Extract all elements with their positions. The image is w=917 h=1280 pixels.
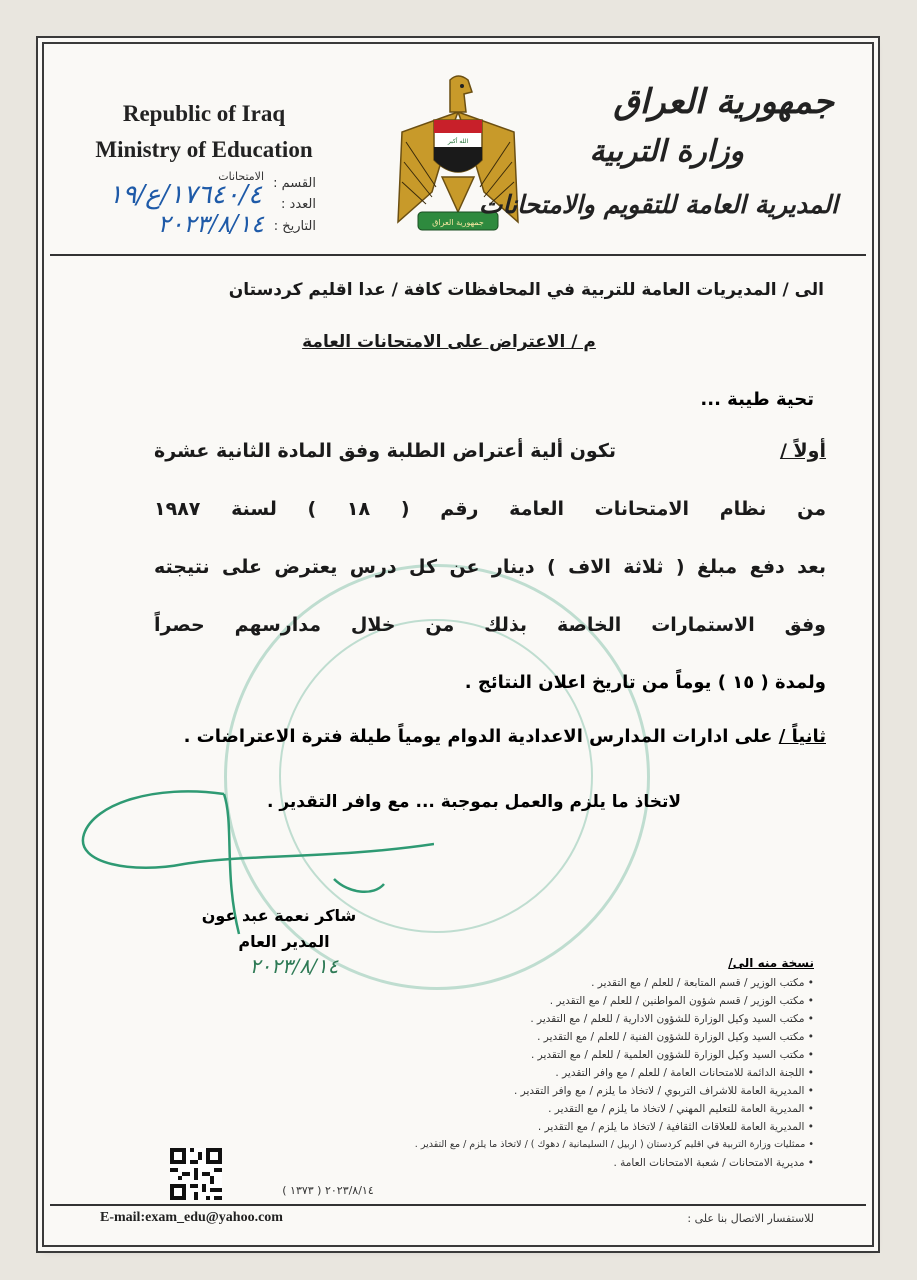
footer-reference: ٢٠٢٣/٨/١٤ ( ١٣٧٣ ) [282,1184,374,1197]
copies-item: • ممثليات وزارة التربية في اقليم كردستان ( اربيل / السليمانية / دهوك ) / لاتخاذ ما يلزم / مع التقدير . [414,1139,814,1150]
signature-date: ٢٠٢٣/٨/١٤ [249,954,339,978]
meta-date-label: التاريخ : [273,219,316,234]
second-label: ثانياً / [778,726,826,747]
qr-code-icon [170,1148,222,1200]
second-text: على ادارات المدارس الاعدادية الدوام يومياً طيلة فترة الاعتراضات . [183,726,773,747]
copies-item: • اللجنة الدائمة للامتحانات العامة / للعلم / مع وافر التقدير . [555,1067,814,1079]
letter-subject: م / الاعتراض على الامتحانات العامة [302,332,596,352]
copies-heading: نسخة منه الى/ [728,956,814,970]
copies-item: • المديرية العامة للاشراف التربوي / لاتخاذ ما يلزم / مع وافر التقدير . [513,1085,814,1097]
paragraph-first-line4: وفق الاستمارات الخاصة بذلك من خلال مدارسهم حصراً [154,614,826,636]
copies-item: • مكتب السيد وكيل الوزارة للشؤون العلمية / للعلم / مع التقدير . [530,1049,814,1061]
header-ar-ministry: وزارة التربية [589,134,744,169]
meta-number-label: العدد : [281,197,316,212]
copies-item: • مكتب الوزير / قسم شؤون المواطنين / للعلم / مع التقدير . [549,995,814,1007]
footer-email[interactable]: E-mail:exam_edu@yahoo.com [100,1210,283,1225]
paragraph-first-line1 [154,440,826,462]
signer-name: شاكر نعمة عبد عون [201,906,357,925]
meta-date-value: ٢٠٢٣/٨/١٤ [157,210,264,238]
first-label: أولاً / [779,440,826,462]
meta-dept-value: الامتحانات [218,170,264,183]
letter-to: الى / المديريات العامة للتربية في المحافظات كافة / عدا اقليم كردستان [228,280,824,300]
footer-contact: للاستفسار الاتصال بنا على : [687,1212,814,1225]
meta-number-value: ١٧٦٤٠/٤/ع/١٩ [108,180,262,210]
copies-list [324,974,814,1172]
footer-divider [50,1204,866,1206]
emblem-banner-text: جمهورية العراق [432,218,484,227]
header-divider [50,254,866,256]
copies-item: • مديرية الامتحانات / شعبة الامتحانات العامة . [613,1157,814,1169]
signer-title: المدير العام [238,932,330,951]
paragraph-first-line5: ولمدة ( ١٥ ) يوماً من تاريخ اعلان النتائج . [464,672,826,693]
copies-item: • المديرية العامة للتعليم المهني / لاتخاذ ما يلزم / مع التقدير . [548,1103,814,1115]
paragraph-first-line3: بعد دفع مبلغ ( ثلاثة الاف ) دينار عن كل درس يعترض على نتيجته [154,556,826,578]
letter-greeting: تحية طيبة ... [700,389,814,410]
letter-closing: لاتخاذ ما يلزم والعمل بموجبة ... مع وافر التقدير . [266,792,682,812]
meta-dept-label: القسم : [273,176,316,191]
letter-sheet [42,42,874,1247]
header-ar-republic: جمهورية العراق [613,82,834,122]
paragraph-first-line2: من نظام الامتحانات العامة رقم ( ١٨ ) لسنة ١٩٨٧ [154,498,826,520]
copies-item: • مكتب السيد وكيل الوزارة للشؤون الفنية / للعلم / مع التقدير . [537,1031,814,1043]
copies-item: • مكتب الوزير / قسم المتابعة / للعلم / مع التقدير . [591,977,814,989]
copies-item: • مكتب السيد وكيل الوزارة للشؤون الادارية / للعلم / مع التقدير . [530,1013,814,1025]
header-en-republic: Republic of Iraq [122,101,286,126]
header-ar-directorate: المديرية العامة للتقويم والامتحانات [478,190,838,219]
copies-item: • المديرية العامة للعلاقات الثقافية / لاتخاذ ما يلزم / مع التقدير . [537,1121,814,1133]
emblem-text: الله أكبر [447,138,469,145]
paragraph-second [154,726,826,747]
header-en-ministry: Ministry of Education [95,137,313,162]
first-line1-text: تكون ألية أعتراض الطلبة وفق المادة الثانية عشرة [154,440,617,462]
